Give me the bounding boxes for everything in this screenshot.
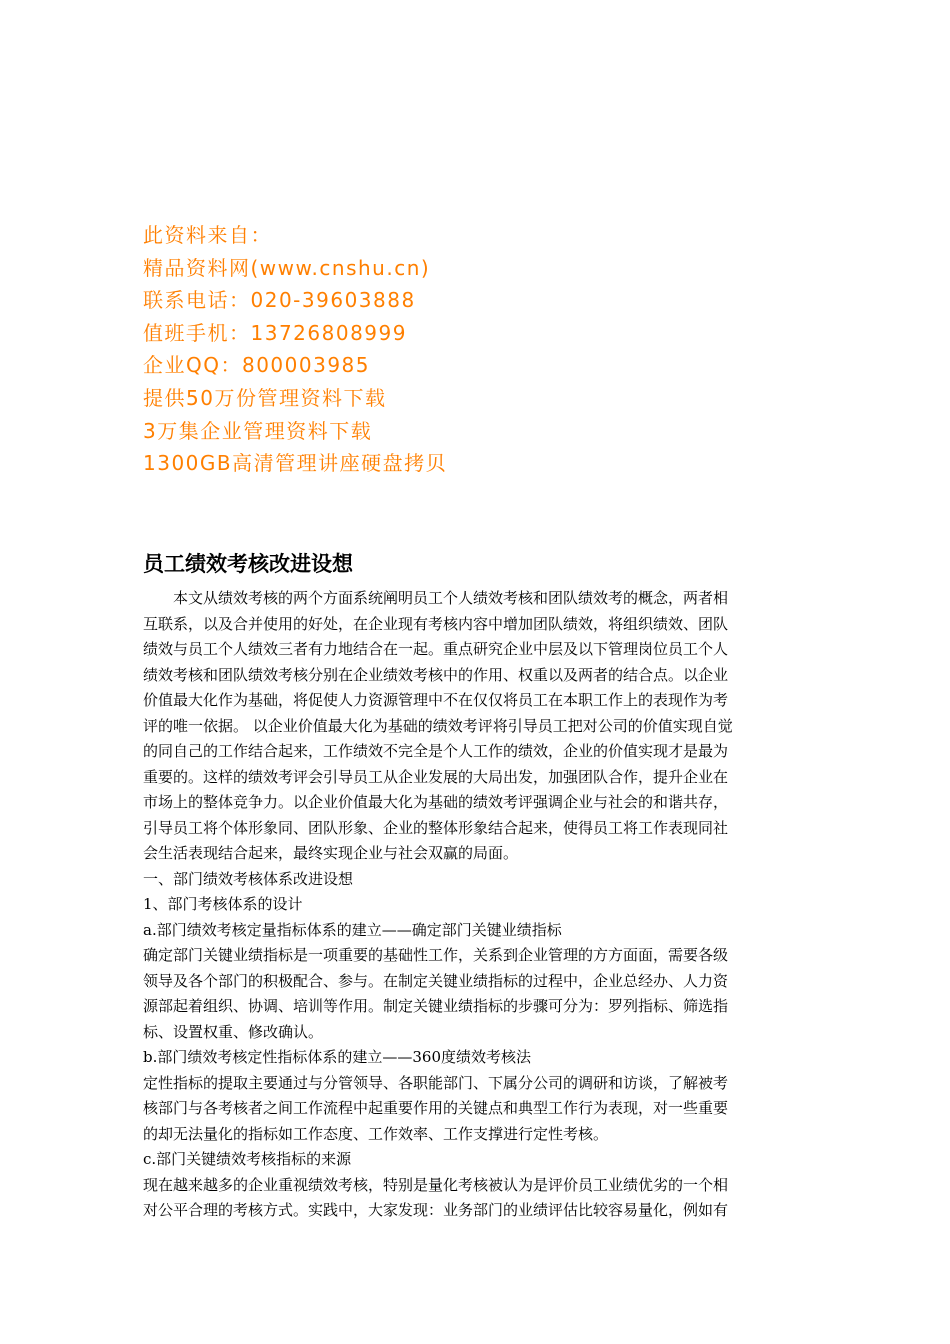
paragraph-line: 源部起着组织、协调、培训等作用。制定关键业绩指标的步骤可分为：罗列指标、筛选指 (143, 997, 729, 1015)
document-title: 员工绩效考核改进设想 (143, 552, 353, 576)
paragraph-line: 绩效考核和团队绩效考核分别在企业绩效考核中的作用、权重以及两者的结合点。以企业 (143, 665, 729, 684)
promo-offer-line: 3万集企业管理资料下载 (143, 418, 373, 443)
section-heading: 一、部门绩效考核体系改进设想 (143, 869, 354, 888)
item-heading: b.部门绩效考核定性指标体系的建立——360度绩效考核法 (143, 1048, 532, 1066)
paragraph-line: 价值最大化作为基础，将促使人力资源管理中不在仅仅将员工在本职工作上的表现作为考 (143, 691, 729, 709)
promo-phone-line: 联系电话：020-39603888 (143, 288, 416, 313)
paragraph-line: 绩效与员工个人绩效三者有力地结合在一起。重点研究企业中层及以下管理岗位员工个人 (143, 640, 729, 658)
paragraph-line: 重要的。这样的绩效考评会引导员工从企业发展的大局出发，加强团队合作，提升企业在 (143, 767, 729, 786)
item-heading: c.部门关键绩效考核指标的来源 (143, 1150, 352, 1168)
promo-block (143, 219, 447, 480)
subsection-heading: 1、部门考核体系的设计 (143, 895, 303, 913)
paragraph-line: 核部门与各考核者之间工作流程中起重要作用的关键点和典型工作行为表现，对一些重要 (143, 1099, 729, 1117)
paragraph-line: 市场上的整体竞争力。以企业价值最大化为基础的绩效考评强调企业与社会的和谐共存， (143, 793, 729, 811)
promo-mobile-line: 值班手机：13726808999 (143, 320, 407, 345)
paragraph-line: 本文从绩效考核的两个方面系统阐明员工个人绩效考核和团队绩效考的概念，两者相 (173, 589, 729, 607)
promo-source-line: 此资料来自： (143, 223, 272, 247)
paragraph-line: 引导员工将个体形象同、团队形象、企业的整体形象结合起来，使得员工将工作表现同社 (143, 818, 729, 837)
paragraph-line: 确定部门关键业绩指标是一项重要的基础性工作，关系到企业管理的方方面面，需要各级 (143, 946, 729, 964)
paragraph-line: 定性指标的提取主要通过与分管领导、各职能部门、下属分公司的调研和访谈，了解被考 (143, 1073, 729, 1092)
paragraph-line: 互联系，以及合并使用的好处，在企业现有考核内容中增加团队绩效，将组织绩效、团队 (143, 614, 729, 633)
paragraph-line: 会生活表现结合起来，最终实现企业与社会双赢的局面。 (143, 844, 519, 862)
paragraph-line: 领导及各个部门的积极配合、参与。在制定关键业绩指标的过程中，企业总经办、人力资 (143, 971, 729, 990)
promo-offer-line: 提供50万份管理资料下载 (143, 385, 387, 410)
paragraph-line: 标、设置权重、修改确认。 (143, 1022, 324, 1041)
paragraph-line: 对公平合理的考核方式。实践中，大家发现：业务部门的业绩评估比较容易量化，例如有 (143, 1201, 729, 1219)
paragraph-line: 的却无法量化的指标如工作态度、工作效率、工作支撑进行定性考核。 (143, 1124, 609, 1143)
item-heading: a.部门绩效考核定量指标体系的建立——确定部门关键业绩指标 (143, 920, 562, 939)
paragraph-line: 现在越来越多的企业重视绩效考核，特别是量化考核被认为是评价员工业绩优劣的一个相 (143, 1175, 729, 1194)
promo-qq-line: 企业QQ：800003985 (143, 353, 371, 378)
promo-website-line: 精品资料网(www.cnshu.cn) (143, 255, 431, 280)
paragraph-line: 的同自己的工作结合起来，工作绩效不完全是个人工作的绩效，企业的价值实现才是最为 (143, 742, 729, 760)
promo-offer-line: 1300GB高清管理讲座硬盘拷贝 (143, 451, 448, 476)
paragraph-line: 评的唯一依据。 以企业价值最大化为基础的绩效考评将引导员工把对公司的价值实现自觉 (143, 716, 733, 735)
document-body (143, 586, 813, 1224)
